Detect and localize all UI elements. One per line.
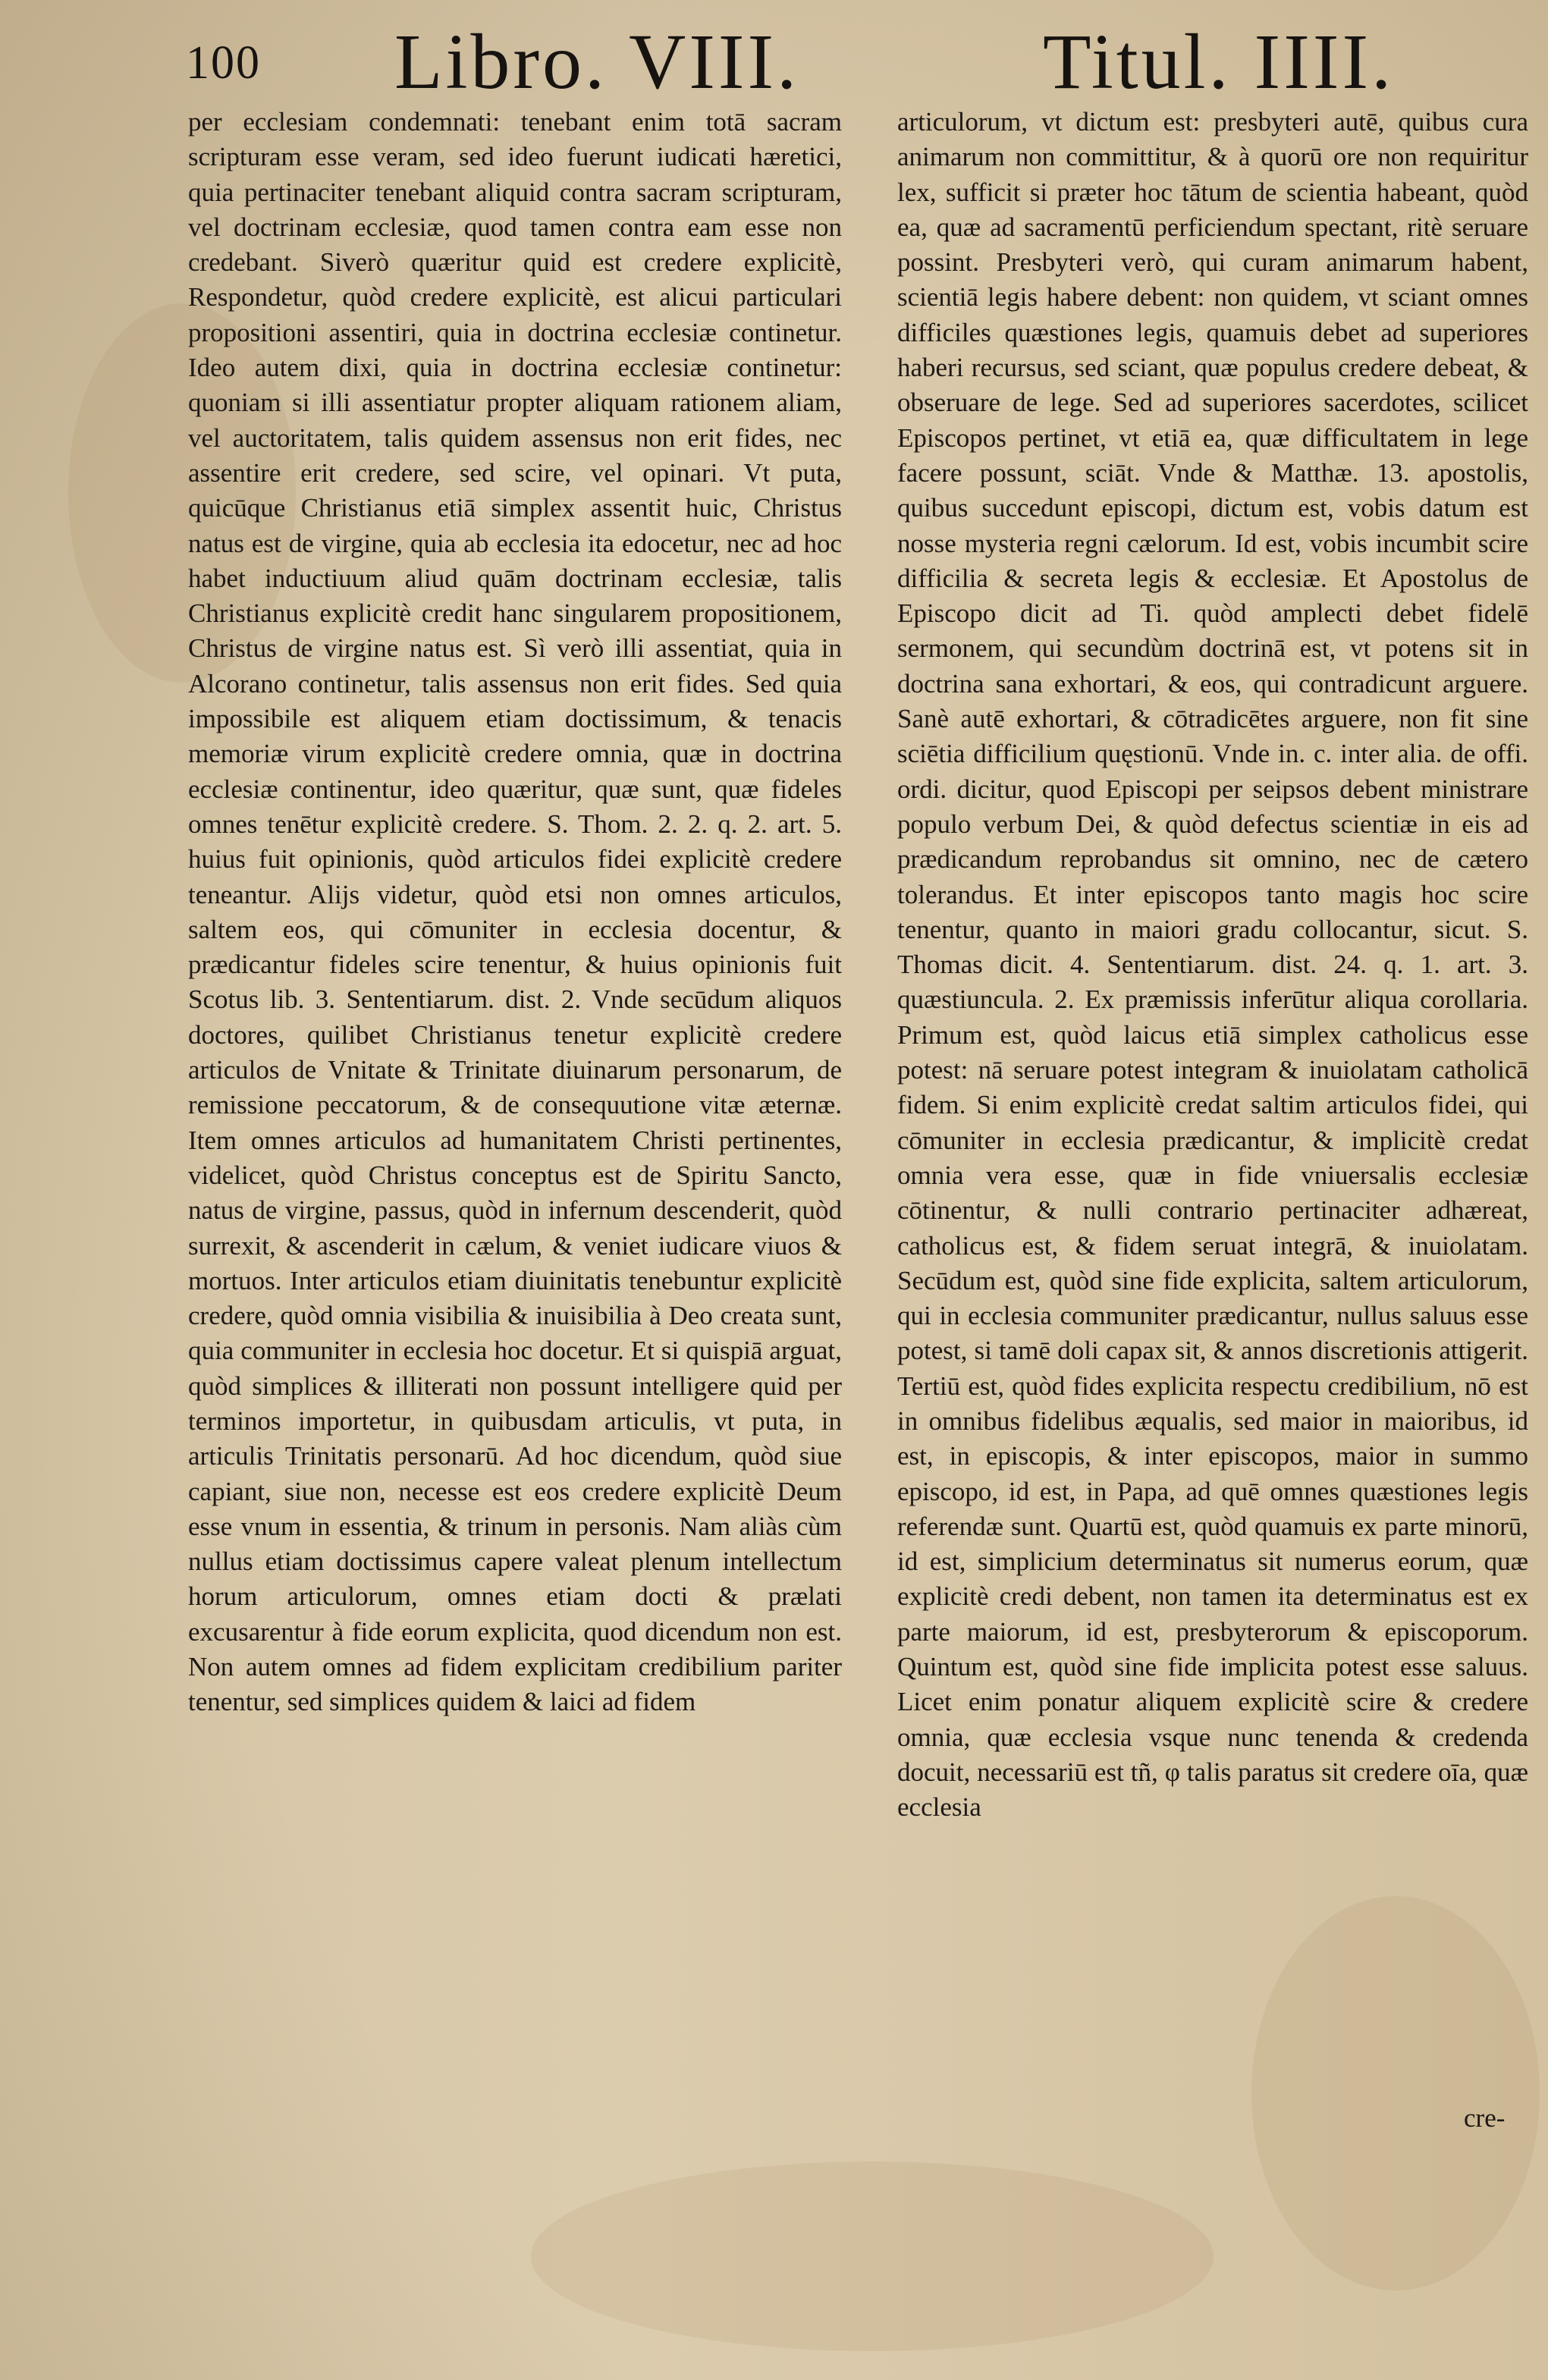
left-column-text: per ecclesiam condemnati: tenebant enim totā sacram scripturam esse veram, sed ideo fuerunt iudicati hæretici, quia pertinaciter tenebant aliquid contra sacram scripturam, vel doctrinam ecclesiæ, quod tamen contra eam esse non credebant. Siverò quæritur quid est credere explicitè, Respondetur, quòd credere explicitè, est alicui particulari propositioni assentiri, quia in doctrina ecclesiæ continetur. Ideo autem dixi, quia in doctrina ecclesiæ continetur: quoniam si illi assentiatur propter aliquam rationem aliam, vel auctoritatem, talis quidem assensus non erit fides, nec assentire erit credere, sed scire, vel opinari. Vt puta, quicūque Christianus etiā simplex assentit huic, Christus natus est de virgine, quia ab ecclesia ita edocetur, nec ad hoc habet inductiuum aliud quām doctrinam ecclesiæ, talis Christianus explicitè credit hanc singularem propositionem, Christus de virgine natus est. Sì verò illi assentiat, quia in Alcorano continetur, talis assensus non erit fides. Sed quia impossibile est aliquem etiam doctissimum, & tenacis memoriæ virum explicitè credere omnia, quæ in doctrina ecclesiæ continentur, ideo quæritur, quæ sunt, quæ fideles omnes tenētur explicitè credere. S. Thom. 2. 2. q. 2. art. 5. huius fuit opinionis, quòd articulos fidei explicitè credere teneantur. Alijs videtur, quòd etsi non omnes articulos, saltem eos, qui cōmuniter in ecclesia docentur, & prædicantur fideles scire tenentur, & huius opinionis fuit Scotus lib. 3. Sententiarum. dist. 2. Vnde secūdum aliquos doctores, quilibet Christianus tenetur explicitè credere articulos de Vnitate & Trinitate diuinarum personarum, de remissione peccatorum, & de consequutione vitæ æternæ. Item omnes articulos ad humanitatem Christi pertinentes, videlicet, quòd Christus conceptus est de Spiritu Sancto, natus de virgine, passus, quòd in infernum descenderit, quòd surrexit, & ascenderit in cælum, & veniet iudicare viuos & mortuos. Inter articulos etiam diuinitatis tenebuntur explicitè credere, quòd omnia visibilia & inuisibilia à Deo creata sunt, quia communiter in ecclesia hoc docetur. Et si quispiā arguat, quòd simplices & illiterati non possunt intelligere quid per terminos importetur, in quibusdam articulis, vt puta, in articulis Trinitatis personarū. Ad hoc dicendum, quòd siue capiant, siue non, necesse est eos credere explicitè Deum esse vnum in essentia, & trinum in personis. Nam aliàs cùm nullus etiam doctissimus capere valeat plenum intellectum horum articulorum, omnes etiam docti & prælati excusarentur à fide eorum explicita, quod dicendum non est. Non autem omnes ad fidem explicitam credibilium pariter tenentur, sed simplices quidem & laici ad fidem xyxy=(188,107,842,1717)
book-heading: Libro. VIII. xyxy=(394,18,800,105)
catchword: cre- xyxy=(1464,2103,1506,2133)
title-heading: Titul. IIII. xyxy=(1043,18,1395,105)
paper-stain xyxy=(1251,1896,1540,2291)
page-number: 100 xyxy=(186,37,261,89)
left-column xyxy=(188,105,842,1720)
paper-stain xyxy=(531,2162,1214,2351)
right-column xyxy=(897,105,1528,1826)
running-head xyxy=(0,15,1548,105)
right-column-text: articulorum, vt dictum est: presbyteri autē, quibus cura animarum non committitur, & à quorū ore non requiritur lex, sufficit si præter hoc tātum de scientia habeant, quòd ea, quæ ad sacramentū perficiendum spectant, ritè seruare possint. Presbyteri verò, qui curam animarum habent, scientiā legis habere debent: non quidem, vt sciant omnes difficiles quæstiones legis, quamuis debet ad superiores haberi recursus, sed sciant, quæ populus credere debeat, & obseruare de lege. Sed ad superiores sacerdotes, scilicet Episcopos pertinet, vt etiā ea, quæ difficultatem in lege facere possunt, sciāt. Vnde & Matthæ. 13. apostolis, quibus succedunt episcopi, dictum est, vobis datum est nosse mysteria regni cælorum. Id est, vobis incumbit scire difficilia & secreta legis & ecclesiæ. Et Apostolus de Episcopo dicit ad Ti. quòd amplecti debet fidelē sermonem, qui secundùm doctrinā est, vt potens sit in doctrina sana exhortari, & eos, qui contradicunt arguere. Sanè autē exhortari, & cōtradicētes arguere, non fit sine sciētia difficilium quęstionū. Vnde in. c. inter alia. de offi. ordi. dicitur, quod Episcopi per seipsos debent ministrare populo verbum Dei, & quòd defectus scientiæ in eis ad prædicandum reprobandus sit omnino, nec de cætero tolerandus. Et inter episcopos tanto magis hoc scire tenentur, quanto in maiori gradu collocantur, sicut. S. Thomas dicit. 4. Sententiarum. dist. 24. q. 1. art. 3. quæstiuncula. 2. Ex præmissis inferūtur aliqua corollaria. Primum est, quòd laicus etiā simplex catholicus esse potest: nā seruare potest integram & inuiolatam catholicā fidem. Si enim explicitè credat saltim articulos fidei, qui cōmuniter in ecclesia prædicantur, & implicitè credat omnia vera esse, quæ in fide vniuersalis ecclesiæ cōtinentur, & nulli contrario pertinaciter adhæreat, catholicus est, & fidem seruat integrā, & inuiolatam. Secūdum est, quòd sine fide explicita, saltem articulorum, qui in ecclesia communiter prædicantur, nullus saluus esse potest, si tamē doli capax sit, & annos discretionis attigerit. Tertiū est, quòd fides explicita respectu credibilium, nō est in omnibus fidelibus æqualis, sed maior in maioribus, id est, in episcopis, & inter episcopos, maior in summo episcopo, id est, in Papa, ad quē omnes quæstiones legis referendæ sunt. Quartū est, quòd quamuis ex parte minorū, id est, simplicium determinatus sit numerus eorum, quæ explicitè credi debent, non tamen ita determinatus est ex parte maiorum, id est, presbyterorum & episcoporum. Quintum est, quòd sine fide implicita potest esse saluus. Licet enim ponatur aliquem explicitè scire & credere omnia, quæ ecclesia vsque nunc tenenda & credenda docuit, necessariū est tñ, φ talis paratus sit credere oīa, quæ ecclesia xyxy=(897,107,1528,1823)
